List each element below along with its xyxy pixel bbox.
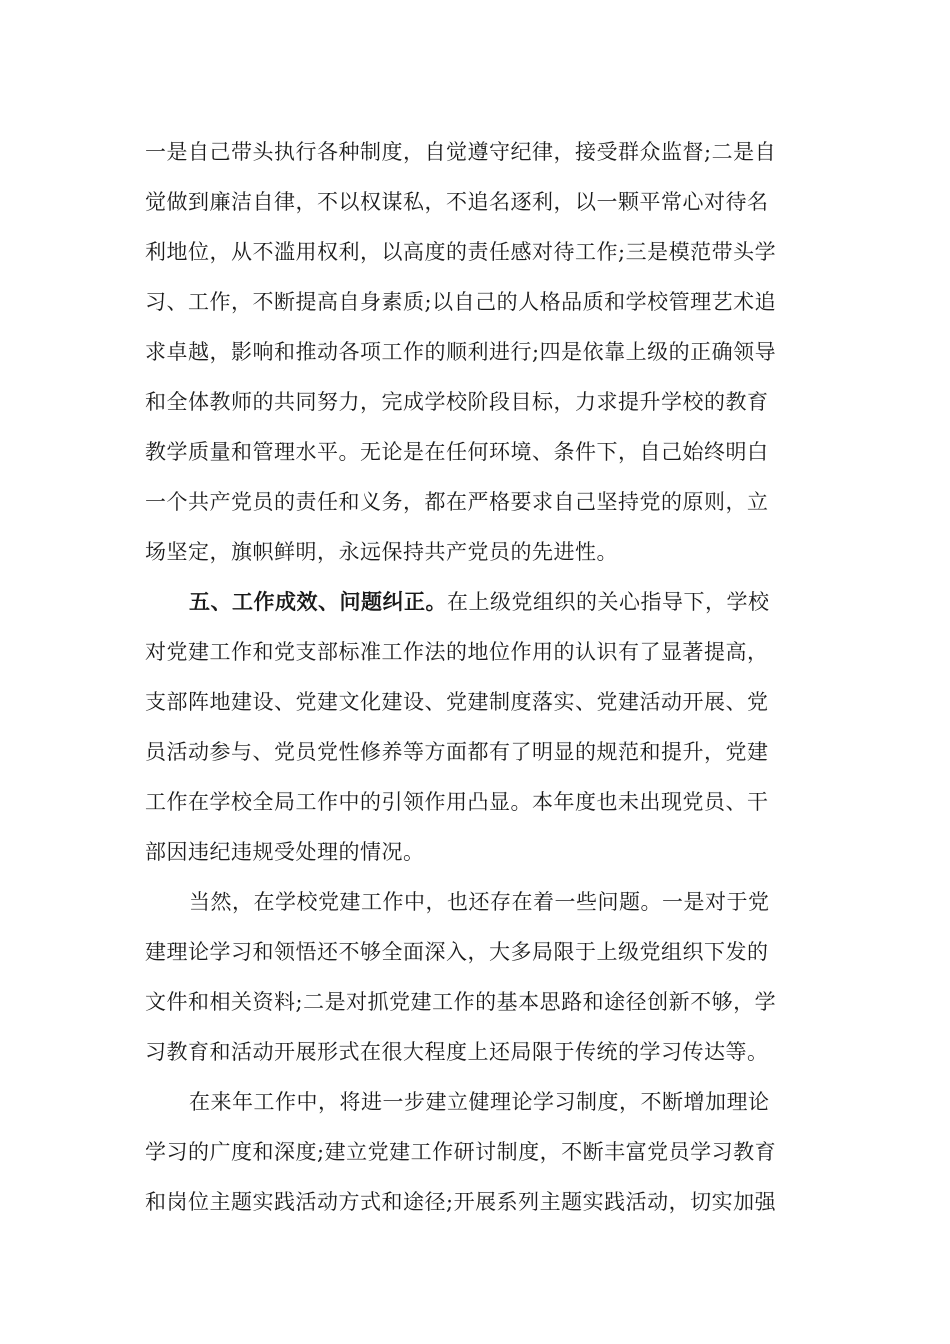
text-line: 部因违纪违规受处理的情况。	[145, 840, 425, 864]
text-line: 一是自己带头执行各种制度，自觉遵守纪律，接受群众监督;二是自	[145, 140, 777, 164]
text-line: 员活动参与、党员党性修养等方面都有了明显的规范和提升，党建	[145, 740, 769, 764]
text-line: 建理论学习和领悟还不够全面深入，大多局限于上级党组织下发的	[145, 940, 769, 964]
text-line: 文件和相关资料;二是对抓党建工作的基本思路和途径创新不够，学	[145, 990, 777, 1014]
section-5-first-line-rest: 在上级党组织的关心指导下，学校	[447, 590, 770, 614]
text-line: 习、工作，不断提高自身素质;以自己的人格品质和学校管理艺术追	[145, 290, 777, 314]
text-line: 当然，在学校党建工作中，也还存在着一些问题。一是对于党	[189, 890, 770, 914]
text-line: 觉做到廉洁自律，不以权谋私，不追名逐利，以一颗平常心对待名	[145, 190, 769, 214]
text-line: 教学质量和管理水平。无论是在任何环境、条件下，自己始终明白	[145, 440, 769, 464]
text-line: 一个共产党员的责任和义务，都在严格要求自己坚持党的原则，立	[145, 490, 769, 514]
text-line: 求卓越，影响和推动各项工作的顺利进行;四是依靠上级的正确领导	[145, 340, 777, 364]
section-5-first-line	[189, 587, 770, 617]
text-line: 工作在学校全局工作中的引领作用凸显。本年度也未出现党员、干	[145, 790, 769, 814]
text-line: 和岗位主题实践活动方式和途径;开展系列主题实践活动，切实加强	[145, 1190, 777, 1214]
text-line: 场坚定，旗帜鲜明，永远保持共产党员的先进性。	[145, 540, 618, 564]
text-line: 在来年工作中，将进一步建立健理论学习制度，不断增加理论	[189, 1090, 770, 1114]
text-line: 习教育和活动开展形式在很大程度上还局限于传统的学习传达等。	[145, 1040, 769, 1064]
section-5-heading: 五、工作成效、问题纠正。	[189, 589, 447, 614]
text-line: 和全体教师的共同努力，完成学校阶段目标，力求提升学校的教育	[145, 390, 769, 414]
text-line: 支部阵地建设、党建文化建设、党建制度落实、党建活动开展、党	[145, 690, 769, 714]
text-line: 学习的广度和深度;建立党建工作研讨制度，不断丰富党员学习教育	[145, 1140, 777, 1164]
text-line: 利地位，从不滥用权利，以高度的责任感对待工作;三是模范带头学	[145, 240, 777, 264]
text-line: 对党建工作和党支部标准工作法的地位作用的认识有了显著提高，	[145, 640, 769, 664]
